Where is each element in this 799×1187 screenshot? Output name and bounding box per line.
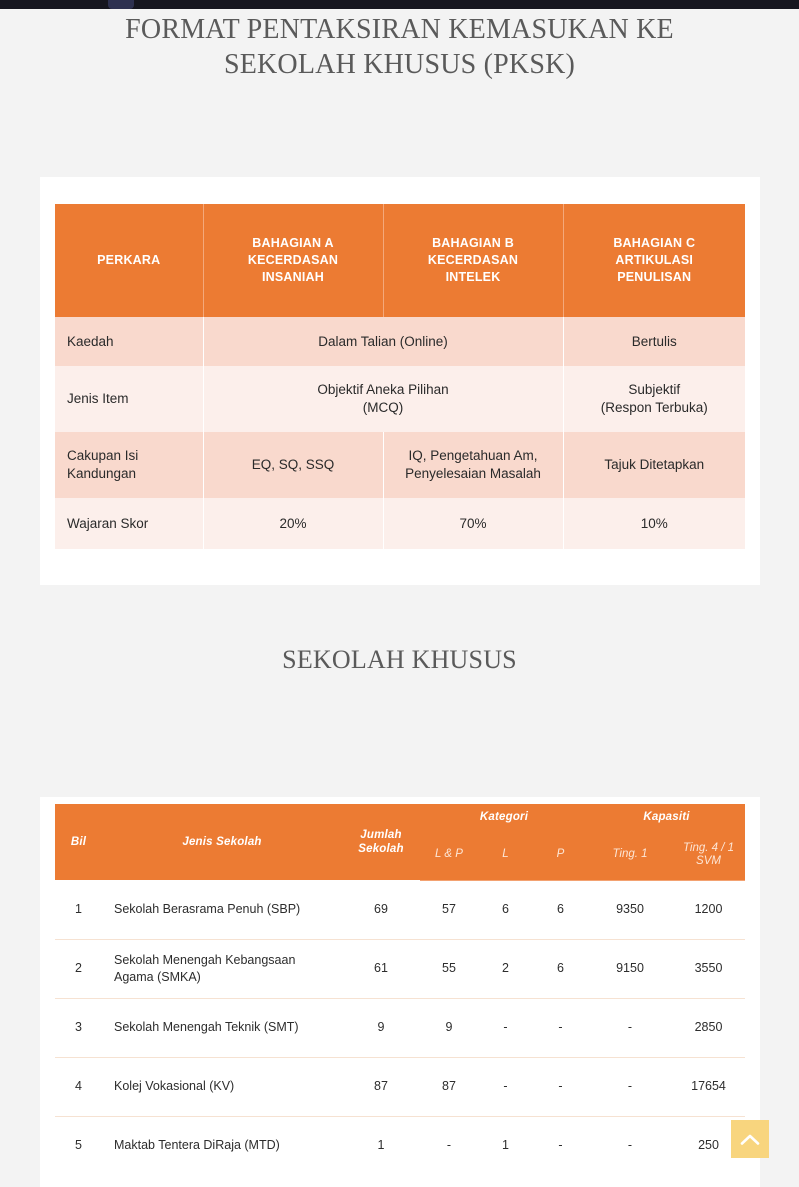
schools-cell-p: 6 [533, 939, 588, 998]
schools-table-body [55, 880, 745, 1175]
format-row-label-line2: Kandungan [67, 466, 137, 481]
format-row-merged-value: Dalam Talian (Online) [203, 317, 563, 366]
schools-cell-name [102, 1057, 342, 1116]
schools-header-jumlah-line2: Sekolah [358, 843, 404, 855]
schools-cell-bil: 4 [55, 1057, 102, 1116]
format-header-bahagian-c [563, 204, 745, 317]
format-table [55, 204, 745, 549]
schools-group-header-kategori: Kategori [420, 804, 588, 830]
schools-cell-ting1: 9350 [588, 880, 672, 939]
schools-cell-name-line1: Sekolah Menengah Teknik (SMT) [114, 1020, 299, 1034]
schools-header-lp: L & P [420, 830, 478, 880]
format-row-value-c-line2: (Respon Terbuka) [600, 400, 708, 415]
schools-header-ting4-line1: Ting. 4 / 1 [682, 841, 735, 854]
schools-cell-jumlah: 61 [342, 939, 420, 998]
table-row [55, 939, 745, 998]
schools-cell-p: - [533, 1116, 588, 1175]
schools-cell-name [102, 939, 342, 998]
format-table-body [55, 317, 745, 549]
schools-cell-jumlah: 69 [342, 880, 420, 939]
format-row-label-line1: Cakupan Isi [67, 448, 139, 463]
schools-header-ting4 [672, 830, 745, 880]
schools-table-head [55, 804, 745, 880]
schools-header-ting4-line2: SVM [696, 854, 721, 867]
schools-cell-bil: 5 [55, 1116, 102, 1175]
format-header-bahagian-a-line3: INSANIAH [261, 270, 325, 284]
format-header-perkara [55, 204, 203, 317]
schools-cell-name-line1: Sekolah Menengah Kebangsaan [114, 952, 296, 967]
schools-cell-name [102, 880, 342, 939]
format-row-value-a: EQ, SQ, SSQ [203, 432, 383, 498]
schools-cell-ting4: 3550 [672, 939, 745, 998]
format-row-value-b: 70% [383, 498, 563, 549]
schools-header-l: L [478, 830, 533, 880]
top-chrome-tab-accent [108, 0, 134, 9]
schools-cell-lp: 57 [420, 880, 478, 939]
format-row-label: Kaedah [55, 317, 203, 366]
schools-cell-ting4: 2850 [672, 998, 745, 1057]
format-header-perkara-line1: PERKARA [97, 253, 161, 267]
schools-cell-ting4: 250 [672, 1116, 745, 1175]
schools-header-jumlah-line1: Jumlah [360, 829, 402, 841]
schools-cell-name-line1: Sekolah Berasrama Penuh (SBP) [114, 901, 301, 916]
table-row [55, 366, 745, 432]
format-row-value-b [383, 432, 563, 498]
format-header-bahagian-b-line1: BAHAGIAN B [432, 236, 514, 250]
schools-cell-ting1: - [588, 1116, 672, 1175]
schools-cell-ting1: 9150 [588, 939, 672, 998]
schools-header-ting1: Ting. 1 [588, 830, 672, 880]
format-row-value-c [563, 366, 745, 432]
scroll-to-top-button[interactable] [731, 1120, 769, 1158]
format-row-label: Jenis Item [55, 366, 203, 432]
schools-cell-lp: 55 [420, 939, 478, 998]
schools-cell-name-line2: Agama (SMKA) [114, 969, 201, 984]
schools-table [55, 804, 745, 1175]
schools-header-bil: Bil [55, 804, 102, 880]
schools-cell-p: - [533, 998, 588, 1057]
schools-cell-ting4: 17654 [672, 1057, 745, 1116]
schools-cell-p: 6 [533, 880, 588, 939]
schools-cell-l: - [478, 998, 533, 1057]
format-row-merged-value-line1: Objektif Aneka Pilihan [317, 382, 449, 397]
top-chrome-strip [0, 0, 799, 9]
table-row [55, 432, 745, 498]
format-row-value-c: Bertulis [563, 317, 745, 366]
schools-table-group-header-row [55, 804, 745, 830]
schools-cell-jumlah: 9 [342, 998, 420, 1057]
schools-cell-l: 2 [478, 939, 533, 998]
schools-cell-l: 1 [478, 1116, 533, 1175]
schools-cell-lp: 9 [420, 998, 478, 1057]
schools-cell-jumlah: 1 [342, 1116, 420, 1175]
schools-cell-l: - [478, 1057, 533, 1116]
format-header-bahagian-a-line1: BAHAGIAN A [252, 236, 334, 250]
section-title-sekolah-khusus: SEKOLAH KHUSUS [282, 645, 517, 674]
schools-cell-ting1: - [588, 998, 672, 1057]
format-header-bahagian-c-line2: ARTIKULASI [615, 253, 694, 267]
schools-cell-l: 6 [478, 880, 533, 939]
format-header-bahagian-a [203, 204, 383, 317]
schools-cell-name-line1: Kolej Vokasional (KV) [114, 1079, 235, 1093]
format-header-bahagian-b-line2: KECERDASAN [427, 253, 519, 267]
schools-cell-name [102, 1116, 342, 1175]
format-row-value-b-line1: IQ, Pengetahuan Am, [408, 448, 538, 463]
format-header-bahagian-b-line3: INTELEK [445, 270, 501, 284]
format-row-merged-value [203, 366, 563, 432]
table-row [55, 498, 745, 549]
format-header-bahagian-a-line2: KECERDASAN [247, 253, 339, 267]
chevron-up-icon [740, 1133, 760, 1146]
schools-cell-bil: 2 [55, 939, 102, 998]
page-title: FORMAT PENTAKSIRAN KEMASUKAN KE SEKOLAH KHUSUS (PKSK) [125, 14, 674, 80]
format-header-bahagian-c-line3: PENULISAN [617, 270, 692, 284]
schools-cell-ting1: - [588, 1057, 672, 1116]
format-header-bahagian-b [383, 204, 563, 317]
format-row-value-a: 20% [203, 498, 383, 549]
table-row [55, 1057, 745, 1116]
format-row-label: Wajaran Skor [55, 498, 203, 549]
schools-cell-lp: 87 [420, 1057, 478, 1116]
table-row [55, 1116, 745, 1175]
schools-cell-jumlah: 87 [342, 1057, 420, 1116]
schools-cell-name-line1: Maktab Tentera DiRaja (MTD) [114, 1138, 280, 1153]
schools-cell-bil: 3 [55, 998, 102, 1057]
format-row-merged-value-line2: (MCQ) [362, 400, 404, 415]
schools-cell-name [102, 998, 342, 1057]
format-table-head [55, 204, 745, 317]
schools-cell-ting4: 1200 [672, 880, 745, 939]
format-row-label [55, 432, 203, 498]
format-row-value-b-line2: Penyelesaian Masalah [405, 466, 541, 481]
schools-cell-bil: 1 [55, 880, 102, 939]
schools-group-header-kapasiti: Kapasiti [588, 804, 745, 830]
schools-cell-lp: - [420, 1116, 478, 1175]
format-table-header-row [55, 204, 745, 317]
format-row-value-c: 10% [563, 498, 745, 549]
table-row [55, 880, 745, 939]
format-row-value-c: Tajuk Ditetapkan [563, 432, 745, 498]
table-row [55, 317, 745, 366]
format-header-bahagian-c-line1: BAHAGIAN C [613, 236, 696, 250]
schools-header-p: P [533, 830, 588, 880]
format-row-value-c-line1: Subjektif [628, 382, 681, 397]
schools-header-jumlah-sekolah [342, 804, 420, 880]
schools-header-jenis-sekolah: Jenis Sekolah [102, 804, 342, 880]
table-row [55, 998, 745, 1057]
schools-cell-p: - [533, 1057, 588, 1116]
